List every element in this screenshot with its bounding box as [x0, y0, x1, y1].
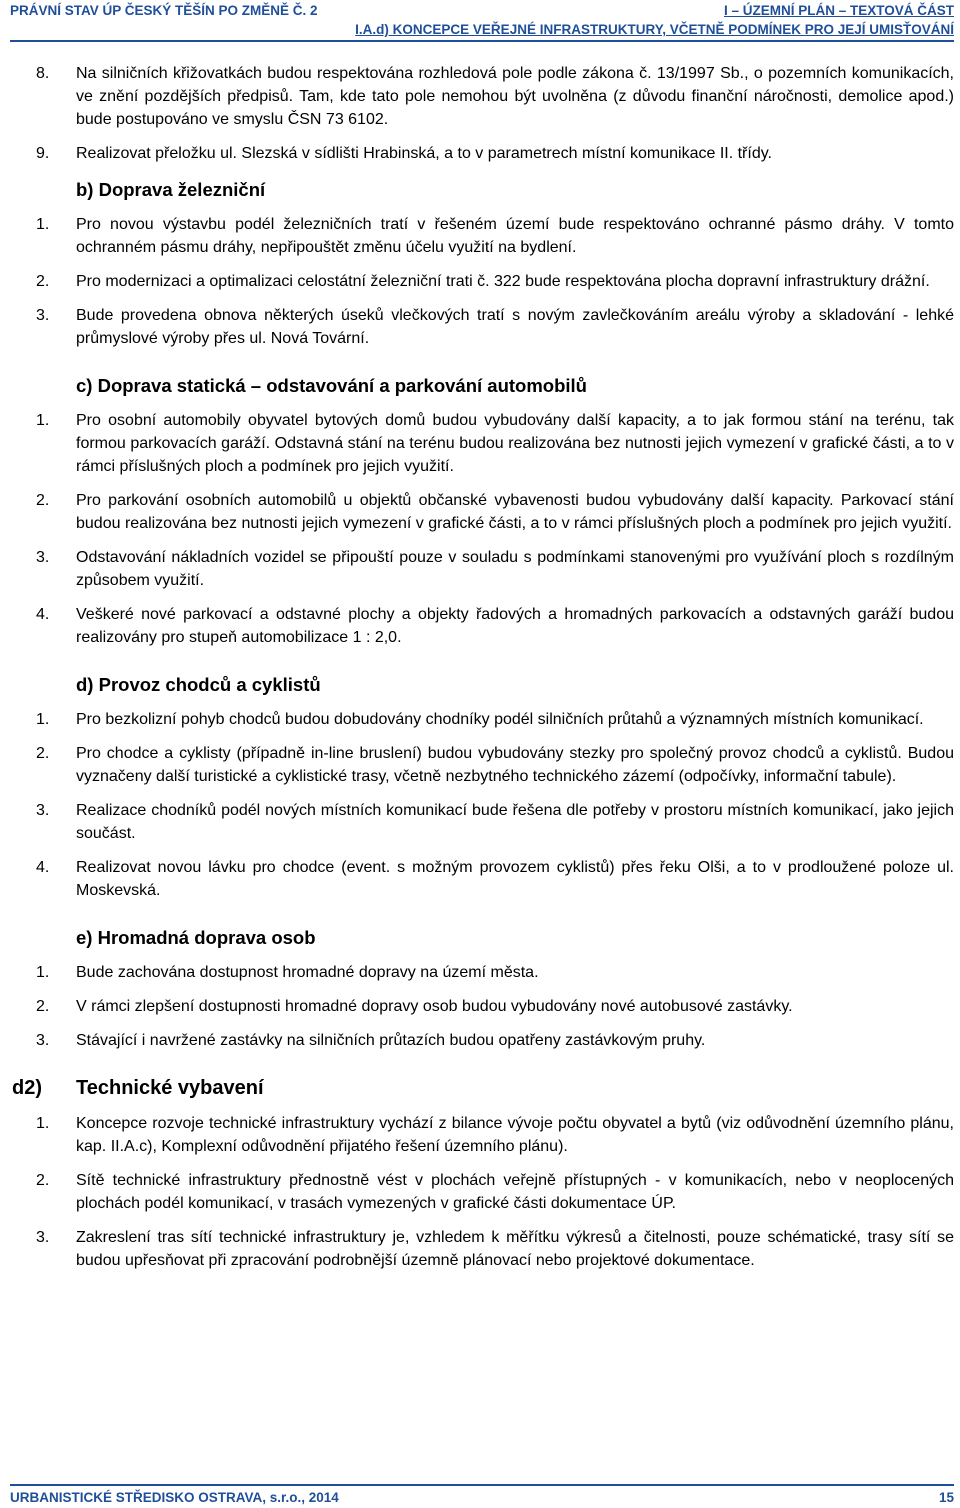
item-text: Stávající i navržené zastávky na silničních průtazích budou opatřeny zastávkovým pruhy.	[76, 1032, 706, 1049]
list-item: 9. Realizovat přeložku ul. Slezská v sídlišti Hrabinská, a to v parametrech místní komunikace II. třídy.	[36, 145, 772, 162]
header-part-title: I – ÚZEMNÍ PLÁN – TEXTOVÁ ČÁST	[723, 3, 954, 18]
item-text: Koncepce rozvoje technické infrastruktury vychází z bilance vývoje počtu obyvatel a bytů (viz odůvodnění územního plánu, kap. II.A.c), Komplexní odůvodnění přijatého řešení územního plánu).	[76, 1115, 954, 1155]
footer-company: URBANISTICKÉ STŘEDISKO OSTRAVA, s.r.o., 2014	[10, 1490, 339, 1505]
list-item: 3. Stávající i navržené zastávky na silničních průtazích budou opatřeny zastávkovým pruhy.	[36, 1032, 706, 1049]
header-document-title: PRÁVNÍ STAV ÚP ČESKÝ TĚŠÍN PO ZMĚNĚ Č. 2	[10, 3, 318, 18]
list-item: 1. Bude zachována dostupnost hromadné dopravy na území města.	[36, 964, 539, 981]
item-text: Pro modernizaci a optimalizaci celostátní železniční trati č. 322 bude respektována plocha dopravní infrastruktury drážní.	[76, 273, 930, 290]
item-text: Pro novou výstavbu podél železničních tratí v řešeném území bude respektováno ochranné pásmo dráhy. V tomto ochranném pásmu dráhy, nepřipouštět změnu účelu využití na bydlení.	[76, 216, 954, 256]
item-text: Pro parkování osobních automobilů u objektů občanské vybavenosti budou vybudovány další kapacity. Parkovací stání budou realizována bez nutnosti jejich vymezení v grafické části, a to v rámci příslušných ploch a podmínek pro jejich využití.	[76, 492, 954, 532]
page-number: 15	[938, 1490, 954, 1505]
footer-divider	[10, 1484, 954, 1486]
list-item: 3. Odstavování nákladních vozidel se připouští pouze v souladu s podmínkami stanovenými pro využívání ploch s rozdílným způsobem využití.	[36, 549, 954, 589]
list-item: 3. Bude provedena obnova některých úseků vlečkových tratí s novým zavlečkováním areálu výroby a skladování - lehké průmyslové výroby přes ul. Nová Tovární.	[36, 307, 954, 347]
list-item: 2. Pro chodce a cyklisty (případně in-line bruslení) budou vybudovány stezky pro společný provoz chodců a cyklistů. Budou vyznačeny další turistické a cyklistické trasy, včetně nezbytného technického zázemí (odpočívky, informační tabule).	[36, 745, 954, 785]
list-item: 1. Koncepce rozvoje technické infrastruktury vychází z bilance vývoje počtu obyvatel a bytů (viz odůvodnění územního plánu, kap. II.A.c), Komplexní odůvodnění přijatého řešení územního plánu).	[36, 1115, 954, 1155]
item-text: Veškeré nové parkovací a odstavné plochy a objekty řadových a hromadných parkovacích a odstavných garáží budou realizovány pro stupeň automobilizace 1 : 2,0.	[76, 606, 954, 646]
item-text: Bude provedena obnova některých úseků vlečkových tratí s novým zavlečkováním areálu výroby a skladování - lehké průmyslové výroby přes ul. Nová Tovární.	[76, 307, 954, 347]
list-item: 1. Pro bezkolizní pohyb chodců budou dobudovány chodníky podél silničních průtahů a významných místních komunikací.	[36, 711, 924, 728]
item-text: Pro osobní automobily obyvatel bytových domů budou vybudovány další kapacity, a to jak formou stání na terénu, tak formou parkovacích garáží. Odstavná stání na terénu budou realizována bez nutnosti jejich vymezení v grafické části, a to v rámci příslušných ploch a podmínek pro jejich využití.	[76, 412, 954, 475]
list-item: 3. Realizace chodníků podél nových místních komunikací bude řešena dle potřeby v prostoru místních komunikací, jako jejich součást.	[36, 802, 954, 842]
item-text: Pro chodce a cyklisty (případně in-line bruslení) budou vybudovány stezky pro společný provoz chodců a cyklistů. Budou vyznačeny další turistické a cyklistické trasy, včetně nezbytného technického zázemí (odpočívky, informační tabule).	[76, 745, 954, 785]
page-header	[10, 0, 954, 38]
list-item: 2. Pro modernizaci a optimalizaci celostátní železniční trati č. 322 bude respektována plocha dopravní infrastruktury drážní.	[36, 273, 930, 290]
item-text: Odstavování nákladních vozidel se připouští pouze v souladu s podmínkami stanovenými pro využívání ploch s rozdílným způsobem využití.	[76, 549, 954, 589]
list-item: 2. Sítě technické infrastruktury přednostně vést v plochách veřejně přístupných - v komunikacích, nebo v neoplocených plochách podél komunikací, v trasách vymezených v grafické části dokumentace ÚP.	[36, 1172, 954, 1212]
page-footer	[10, 1490, 954, 1508]
section-number: d2)	[12, 1077, 42, 1099]
item-text: Realizovat novou lávku pro chodce (event. s možným provozem cyklistů) přes řeku Olši, a to v prodloužené poloze ul. Moskevská.	[76, 859, 954, 899]
subsection-heading-parking: c) Doprava statická – odstavování a parkování automobilů	[76, 375, 587, 396]
list-item: 3. Zakreslení tras sítí technické infrastruktury je, vzhledem k měřítku výkresů a čitelnosti, pouze schématické, trasy sítí se budou upřesňovat při zpracování podrobnější územně plánovací nebo projektové dokumentace.	[36, 1229, 954, 1269]
list-item: 4. Realizovat novou lávku pro chodce (event. s možným provozem cyklistů) přes řeku Olši, a to v prodloužené poloze ul. Moskevská.	[36, 859, 954, 899]
item-text: Sítě technické infrastruktury přednostně vést v plochách veřejně přístupných - v komunikacích, nebo v neoplocených plochách podél komunikací, v trasách vymezených v grafické části dokumentace ÚP.	[76, 1172, 954, 1212]
list-item: 2. Pro parkování osobních automobilů u objektů občanské vybavenosti budou vybudovány další kapacity. Parkovací stání budou realizována bez nutnosti jejich vymezení v grafické části, a to v rámci příslušných ploch a podmínek pro jejich využití.	[36, 492, 954, 532]
section-heading-technical	[0, 1074, 960, 1102]
item-text: Na silničních křižovatkách budou respektována rozhledová pole podle zákona č. 13/1997 Sb., o pozemních komunikacích, ve znění pozdějších předpisů. Tam, kde tato pole nemohou být uvolněna (z důvodu finanční náročnosti, demolice apod.) bude postupováno ve smyslu ČSN 73 6102.	[76, 65, 954, 128]
subsection-heading-rail: b) Doprava železniční	[76, 179, 266, 200]
subsection-heading-public-transport: e) Hromadná doprava osob	[76, 927, 316, 948]
subsection-heading-pedestrians: d) Provoz chodců a cyklistů	[76, 674, 321, 695]
list-item: 1. Pro novou výstavbu podél železničních tratí v řešeném území bude respektováno ochranné pásmo dráhy. V tomto ochranném pásmu dráhy, nepřipouštět změnu účelu využití na bydlení.	[36, 216, 954, 256]
item-text: Bude zachována dostupnost hromadné dopravy na území města.	[76, 964, 539, 981]
list-item: 1. Pro osobní automobily obyvatel bytových domů budou vybudovány další kapacity, a to jak formou stání na terénu, tak formou parkovacích garáží. Odstavná stání na terénu budou realizována bez nutnosti jejich vymezení v grafické části, a to v rámci příslušných ploch a podmínek pro jejich využití.	[36, 412, 954, 475]
header-divider	[10, 40, 954, 42]
item-text: Realizovat přeložku ul. Slezská v sídlišti Hrabinská, a to v parametrech místní komunikace II. třídy.	[76, 145, 772, 162]
document-body	[0, 62, 960, 1283]
item-text: Zakreslení tras sítí technické infrastruktury je, vzhledem k měřítku výkresů a čitelnosti, pouze schématické, trasy sítí se budou upřesňovat při zpracování podrobnější územně plánovací nebo projektové dokumentace.	[76, 1229, 954, 1269]
list-item: 4. Veškeré nové parkovací a odstavné plochy a objekty řadových a hromadných parkovacích a odstavných garáží budou realizovány pro stupeň automobilizace 1 : 2,0.	[36, 606, 954, 646]
list-item: 2. V rámci zlepšení dostupnosti hromadné dopravy osob budou vybudovány nové autobusové zastávky.	[36, 998, 793, 1015]
header-chapter-title: I.A.d) KONCEPCE VEŘEJNÉ INFRASTRUKTURY, VČETNĚ PODMÍNEK PRO JEJÍ UMISŤOVÁNÍ	[355, 22, 954, 37]
item-text: Realizace chodníků podél nových místních komunikací bude řešena dle potřeby v prostoru místních komunikací, jako jejich součást.	[76, 802, 954, 842]
list-item: 8. Na silničních křižovatkách budou respektována rozhledová pole podle zákona č. 13/1997 Sb., o pozemních komunikacích, ve znění pozdějších předpisů. Tam, kde tato pole nemohou být uvolněna (z důvodu finanční náročnosti, demolice apod.) bude postupováno ve smyslu ČSN 73 6102.	[36, 65, 954, 128]
item-text: Pro bezkolizní pohyb chodců budou dobudovány chodníky podél silničních průtahů a významných místních komunikací.	[76, 711, 924, 728]
item-text: V rámci zlepšení dostupnosti hromadné dopravy osob budou vybudovány nové autobusové zastávky.	[76, 998, 793, 1015]
section-title: Technické vybavení	[76, 1077, 264, 1099]
